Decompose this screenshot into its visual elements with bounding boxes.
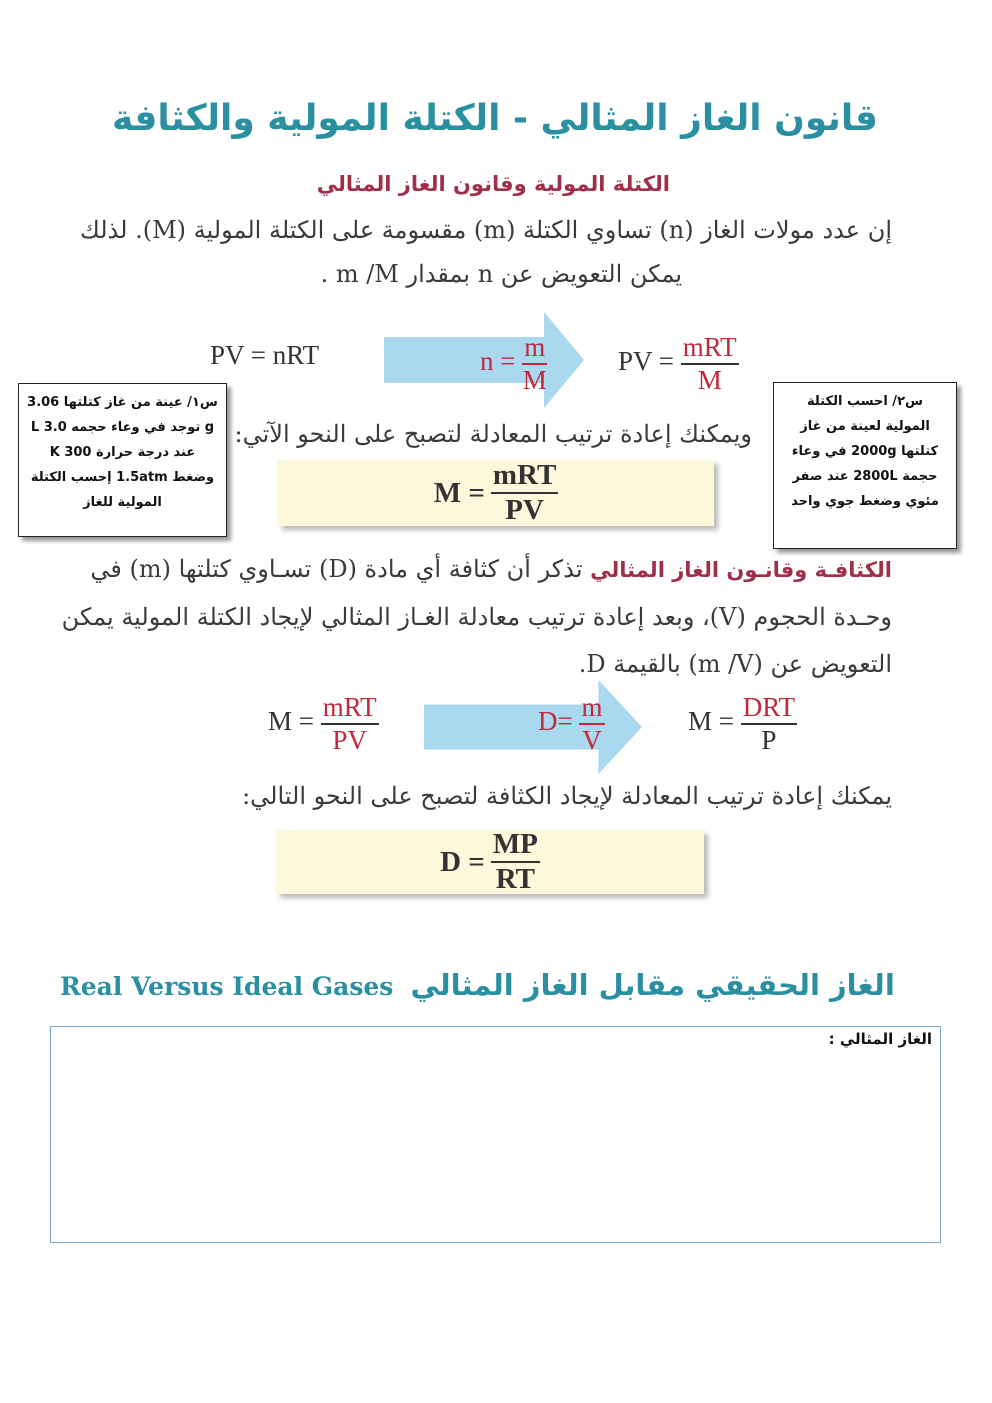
real-vs-ideal-heading (60, 968, 930, 1002)
density-text-1: تذكر أن كثافة أي مادة (D) تسـاوي كتلتها (m) في (90, 555, 591, 583)
density-formula-box (276, 830, 704, 894)
density-substitution-lhs: D= (538, 706, 573, 737)
q2-line-5: مئوي وضغط جوي واحد (791, 494, 939, 509)
molar-mass-density-equation (688, 694, 797, 754)
question-1-box (18, 383, 227, 537)
ideal-gas-label: الغاز المثالي : (828, 1030, 932, 1048)
fraction-denominator: P (761, 725, 777, 755)
n-substitution (480, 334, 547, 394)
density-heading: الكثافـة وقانـون الغاز المثالي (590, 558, 892, 582)
q1-end: إحسب الكتلة المولية للغاز (30, 470, 162, 510)
fraction-numerator-m-RT (681, 334, 739, 365)
q1-mass: 3.06 (27, 395, 60, 410)
fraction-numerator: m (579, 694, 604, 725)
formula-lhs: M = (433, 476, 485, 509)
ideal-gas-equation-text: PV = nRT (210, 340, 320, 370)
fraction-numerator: mRT (682, 332, 737, 362)
fraction-numerator: m (522, 334, 547, 365)
substituted-equation (618, 334, 739, 394)
rearrange-text-2: يمكنك إعادة ترتيب المعادلة لإيجاد الكثافة لتصبح على النحو التالي: (242, 782, 892, 810)
q2-line-1: س٢/ احسب الكتلة (807, 394, 923, 409)
MP-over-RT-fraction (491, 830, 540, 894)
heading-english: Real Versus Ideal Gases (60, 972, 394, 1001)
q2-line-3c: في وعاء (791, 444, 847, 459)
n-substitution-lhs: n = (480, 346, 516, 377)
molar-mass-equation-2 (268, 694, 379, 754)
q1-pressure-text: وضغط (172, 470, 215, 485)
fraction-numerator: MP (491, 830, 540, 863)
fraction-denominator: M (522, 365, 547, 395)
q2-line-3a: كتلتها (901, 444, 939, 459)
q1-volume: 3.0 L (30, 420, 67, 435)
density-paragraph (61, 546, 892, 688)
formula-lhs: D = (440, 845, 485, 878)
q2-line-4c: عند صفر (792, 469, 849, 484)
arrow-shape-2 (424, 680, 642, 774)
q2-volume: 2800L (853, 469, 898, 484)
q1-temp: 300 K (49, 445, 92, 460)
q1-pressure: 1.5atm (116, 470, 168, 485)
density-line-1 (82, 546, 892, 594)
molar-mass-formula-box (278, 460, 714, 526)
q2-mass: 2000g (851, 444, 897, 459)
equation-lhs: M = (268, 706, 314, 737)
q1-prefix: س١/ عينة من غاز كتلتها (63, 395, 218, 410)
substituted-equation-lhs: PV = (618, 346, 675, 377)
mRT-over-PV-fraction-2 (321, 694, 379, 754)
page-title: قانون الغاز المثالي - الكتلة المولية والكثافة (111, 98, 879, 139)
q1-temp-text: عند درجة حرارة (96, 445, 196, 460)
fraction-numerator: mRT (321, 694, 379, 725)
q2-line-4 (780, 464, 950, 489)
paragraph-line-1: إن عدد مولات الغاز (n) تساوي الكتلة (m) مقسومة على الكتلة المولية (M). لذلك (80, 216, 892, 244)
equation-lhs: M = (688, 706, 734, 737)
heading-arabic: الغاز الحقيقي مقابل الغاز المثالي (410, 968, 895, 1002)
m-over-V-fraction (579, 694, 604, 754)
q1-unit: g (204, 420, 215, 435)
rearrange-text-1: ويمكنك إعادة ترتيب المعادلة لتصبح على النحو الآتي: (234, 420, 752, 448)
mRT-over-PV-fraction (491, 461, 558, 525)
q1-text: توجد في وعاء حجمه (71, 420, 201, 435)
DRT-over-P-fraction (741, 694, 797, 754)
fraction-denominator: M (697, 365, 722, 395)
fraction-numerator: mRT (491, 461, 558, 494)
paragraph-line-2: يمكن التعويض عن n بمقدار m /M . (320, 260, 682, 288)
m-over-M-fraction (522, 334, 547, 394)
density-line-3: التعويض عن (m /V) بالقيمة D. (578, 650, 892, 678)
q2-line-4a: حجمة (902, 469, 938, 484)
molar-mass-paragraph (72, 208, 892, 296)
q2-line-2: المولية لعينة من غاز (800, 419, 930, 434)
question-2-box (773, 382, 957, 549)
section-molar-mass-heading: الكتلة المولية وقانون الغاز المثالي (316, 172, 670, 196)
ideal-gas-equation (210, 340, 319, 371)
mRT-over-M-fraction (681, 334, 739, 394)
density-substitution (538, 694, 605, 754)
fraction-denominator: RT (495, 863, 535, 895)
ideal-gas-answer-box (50, 1026, 941, 1243)
numerator-text: DRT (742, 692, 796, 722)
fraction-denominator: PV (505, 494, 544, 526)
density-line-2: وحـدة الحجوم (V)، وبعد إعادة ترتيب معادلة الغـاز المثالي لإيجاد الكتلة المولية يمكن (61, 603, 892, 631)
fraction-denominator: PV (332, 725, 367, 755)
q2-line-3 (780, 439, 950, 464)
fraction-denominator: V (582, 725, 602, 755)
fraction-numerator (741, 694, 797, 725)
